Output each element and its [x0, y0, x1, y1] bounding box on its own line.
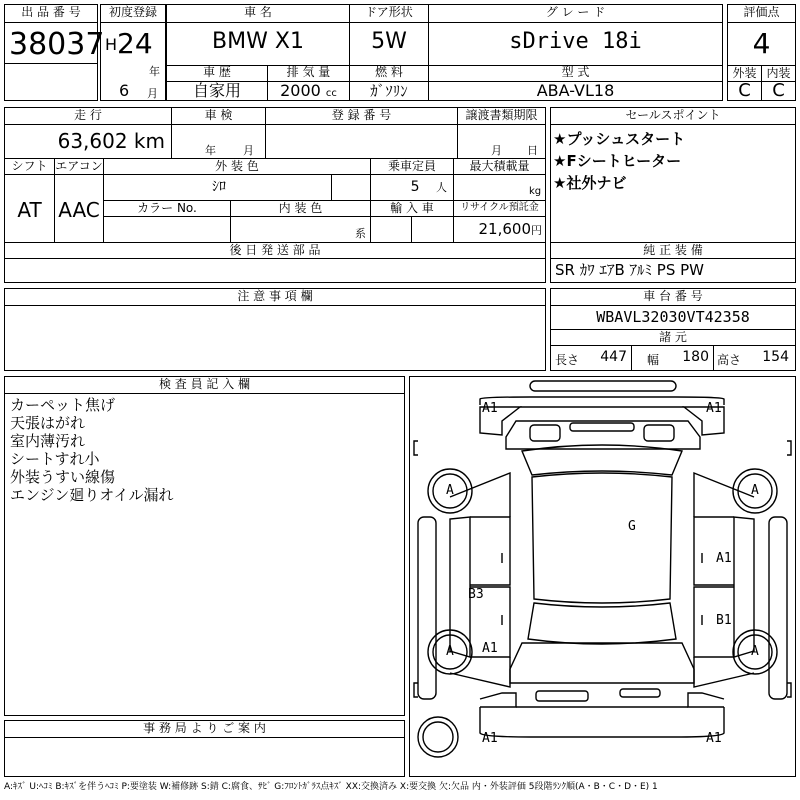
- vehicle-details-box: [4, 107, 546, 283]
- car-name-label: 車 名: [244, 5, 272, 19]
- max-load-label: 最大積載量: [469, 159, 530, 173]
- year-unit: 年: [149, 65, 160, 78]
- first-registration-box: [100, 4, 166, 101]
- tire-front-left-mark: A: [446, 483, 454, 498]
- caution-label: 注 意 事 項 欄: [237, 289, 313, 303]
- car-outline-drawing: [410, 377, 795, 776]
- tire-rear-right-mark: A: [751, 644, 759, 659]
- era-letter: H: [105, 35, 118, 54]
- exterior-grade: C: [738, 82, 751, 100]
- equipment: SR ｶﾜ ｴｱB ｱﾙﾐ PS PW: [555, 261, 705, 279]
- width: 180: [682, 349, 709, 365]
- caution-box: [4, 288, 546, 371]
- inspection-label: 車 検: [204, 108, 233, 122]
- interior-grade: C: [772, 82, 785, 100]
- shipping-parts-label: 後 日 発 送 部 品: [229, 243, 321, 257]
- sales-point: ★社外ナビ: [553, 174, 627, 192]
- inspector-notes-list: [10, 396, 174, 504]
- first-registration-label: 初度登録: [108, 5, 157, 19]
- inspection-year-unit: 年: [205, 144, 216, 157]
- registration-year: 24: [117, 27, 153, 60]
- inspector-notes-label: 検 査 員 記 入 欄: [158, 377, 251, 391]
- width-label: 幅: [647, 353, 660, 367]
- fuel-label: 燃 料: [375, 65, 403, 79]
- inspector-note: エンジン廻りオイル漏れ: [10, 486, 174, 504]
- displacement-value: 2000: [280, 82, 321, 100]
- exterior-color: ｼﾛ: [212, 179, 226, 195]
- history: 自家用: [192, 82, 241, 100]
- sales-point: ★プッシュスタート: [553, 130, 686, 148]
- lot-number: 38037: [9, 27, 105, 62]
- office-notice-box: [4, 720, 405, 777]
- shift-label: シフト: [11, 159, 48, 173]
- sales-point: ★Fシートヒーター: [553, 152, 682, 170]
- equipment-label: 純 正 装 備: [643, 243, 703, 257]
- displacement: [268, 82, 349, 103]
- score: 4: [752, 27, 771, 60]
- door-type: 5W: [371, 29, 407, 54]
- mileage-label: 走 行: [74, 108, 102, 122]
- right-front-door-mark: A1: [716, 551, 732, 566]
- max-load-unit: kg: [529, 186, 542, 197]
- tire-front-right-mark: A: [751, 483, 759, 498]
- door-label: ドア形状: [365, 5, 413, 19]
- inspector-note: カーペット焦げ: [10, 396, 116, 414]
- exterior-color-label: 外 装 色: [215, 159, 259, 173]
- displacement-label: 排 気 量: [286, 65, 331, 79]
- lot-number-box: [4, 4, 105, 101]
- transfer-month-unit: 月: [491, 144, 502, 157]
- registration-month: 6: [119, 81, 130, 100]
- inspector-note: 室内薄汚れ: [10, 432, 86, 450]
- aircon-label: エアコン: [55, 159, 103, 173]
- inspector-note: 外装うすい線傷: [10, 468, 116, 486]
- model-code: ABA-VL18: [536, 82, 615, 100]
- interior-grade-label: 内装: [766, 66, 791, 80]
- capacity-unit: 人: [436, 181, 447, 194]
- exterior-grade-label: 外装: [732, 66, 757, 80]
- color-number-label: カラー No.: [137, 201, 197, 215]
- sales-points-box: [550, 107, 796, 283]
- height: 154: [762, 349, 789, 365]
- rear-left-mark: A1: [482, 731, 498, 746]
- grade-label: グ レ ー ド: [545, 5, 606, 19]
- footer-legend: A:ｷｽﾞ U:ﾍｺﾐ B:ｷｽﾞを伴うﾍｺﾐ P:要塗装 W:補修跡 S:錆 C:腐食、ｻﾋﾞ G:ﾌﾛﾝﾄｶﾞﾗｽ点ｷｽﾞ XX:交換済み X:要交換 欠:欠品 内・外装評価 5段階ﾗﾝｸ順(A・B・C・D・E) 1: [4, 782, 658, 792]
- roof-mark: G: [628, 519, 636, 534]
- month-unit: 月: [147, 87, 158, 100]
- capacity: [371, 178, 453, 197]
- inspection-month-unit: 月: [243, 144, 254, 157]
- chassis-number-label: 車 台 番 号: [643, 289, 703, 303]
- shift: AT: [17, 198, 42, 222]
- dimensions-label: 諸 元: [659, 330, 687, 344]
- score-label: 評価点: [743, 5, 780, 19]
- inspector-notes-box: [4, 376, 405, 716]
- recycle-label: リサイクル預託金: [460, 202, 539, 213]
- score-box: [727, 4, 796, 101]
- interior-color-label: 内 装 色: [278, 201, 323, 215]
- front-right-mark: A1: [706, 401, 722, 416]
- sales-points-label: セールスポイント: [625, 108, 721, 122]
- displacement-unit: cc: [325, 88, 337, 99]
- vehicle-info-box: [166, 4, 723, 101]
- inspector-note: 天張はがれ: [10, 414, 86, 432]
- import-car-label: 輸 入 車: [390, 201, 434, 215]
- height-label: 高さ: [717, 353, 742, 367]
- sales-points-list: [553, 128, 685, 194]
- left-rear-door-mark: B3: [468, 587, 484, 602]
- transfer-day-unit: 日: [527, 144, 538, 157]
- length: 447: [600, 349, 627, 365]
- recycle-fee-value: 21,600: [478, 220, 531, 238]
- damage-diagram: [409, 376, 796, 777]
- transfer-deadline-label: 譲渡書類期限: [465, 108, 538, 122]
- inspector-note: シートすれ小: [10, 450, 100, 468]
- recycle-fee: [454, 220, 545, 240]
- length-label: 長さ: [555, 353, 580, 367]
- grade: sDrive 18i: [509, 29, 642, 54]
- aircon: AAC: [58, 198, 100, 222]
- fuel: ｶﾞｿﾘﾝ: [370, 82, 408, 100]
- model-label: 型 式: [561, 65, 590, 79]
- left-rear-fender-mark: A1: [482, 641, 498, 656]
- recycle-fee-unit: 円: [531, 224, 542, 237]
- office-notice-label: 事 務 局 よ り ご 案 内: [143, 721, 266, 735]
- capacity-value: 5: [410, 179, 420, 195]
- interior-color-unit: 系: [355, 227, 366, 240]
- lot-number-label: 出 品 番 号: [21, 5, 81, 19]
- front-left-mark: A1: [482, 401, 498, 416]
- rear-right-mark: A1: [706, 731, 722, 746]
- registration-number-label: 登 録 番 号: [331, 108, 392, 122]
- right-rear-door-mark: B1: [716, 613, 732, 628]
- car-name: BMW X1: [212, 29, 304, 54]
- mileage: 63,602 km: [57, 129, 165, 153]
- chassis-box: [550, 288, 796, 371]
- chassis-number: WBAVL32030VT42358: [596, 308, 750, 326]
- tire-rear-left-mark: A: [446, 644, 454, 659]
- capacity-label: 乗車定員: [387, 159, 436, 173]
- history-label: 車 歴: [203, 65, 231, 79]
